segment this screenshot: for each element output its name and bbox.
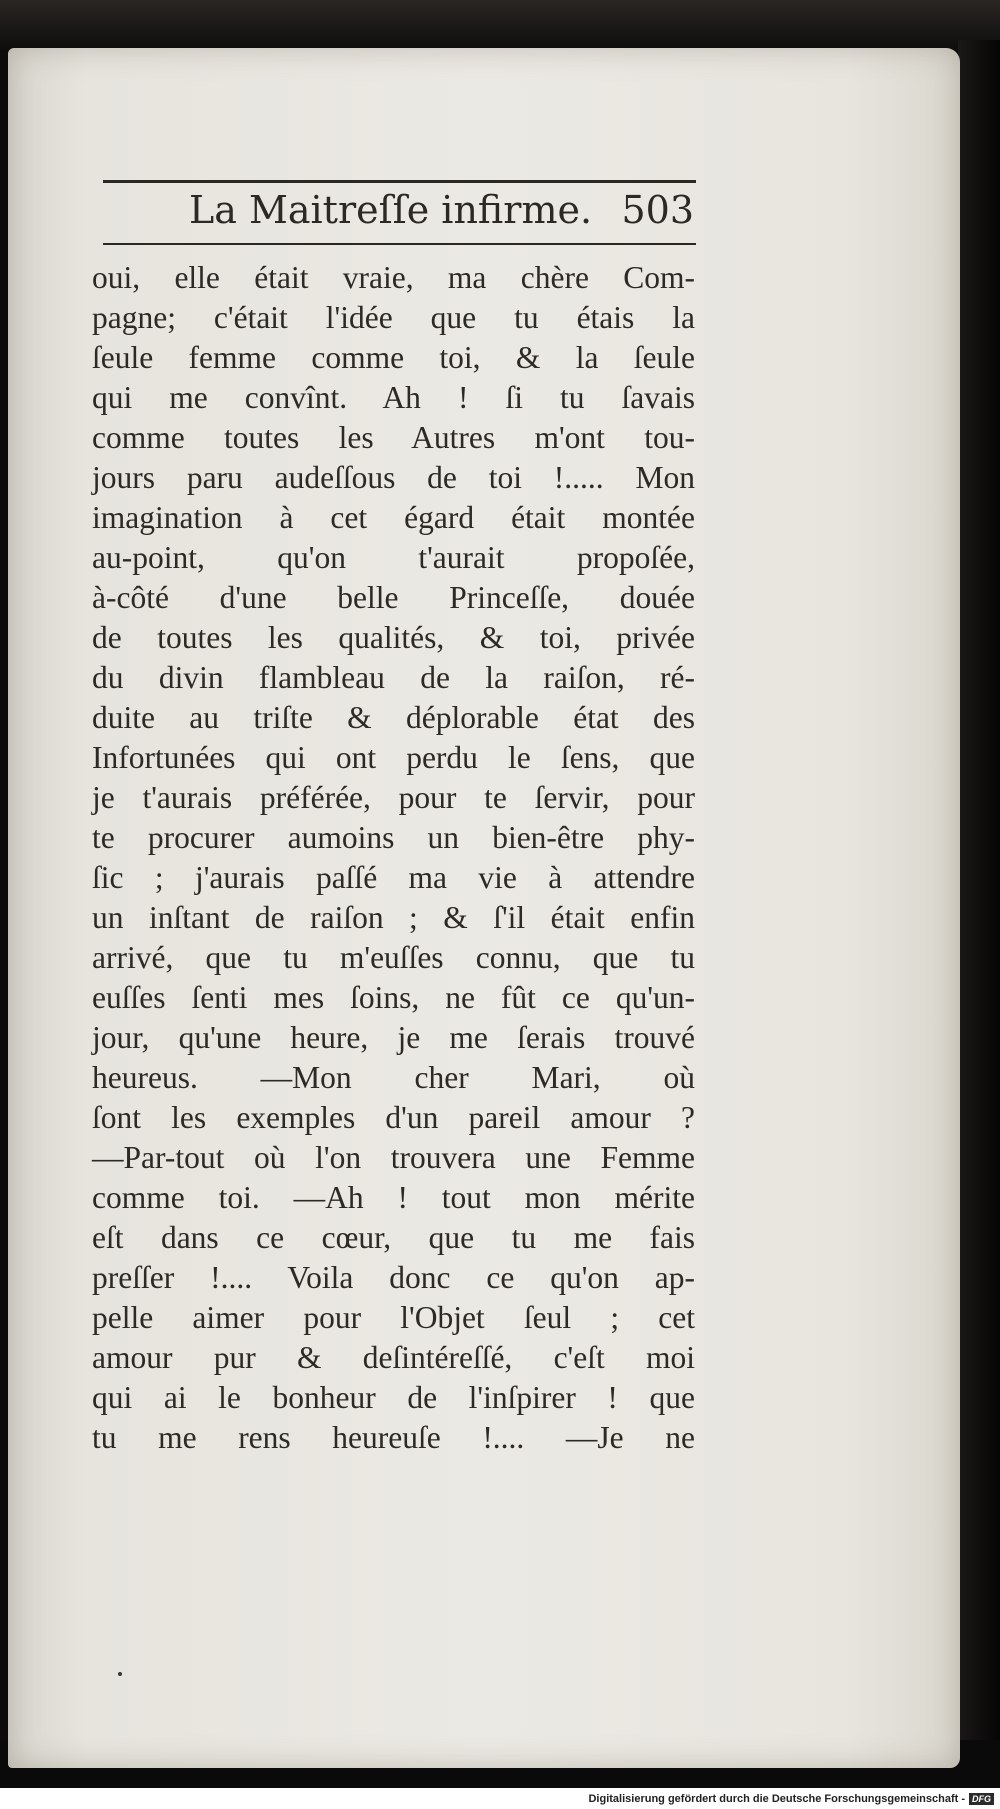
text-line: imagination à cet égard était montée: [92, 500, 695, 535]
page-number: 503: [621, 188, 694, 232]
text-line: à-côté d'une belle Princeſſe, douée: [92, 580, 695, 615]
text-line: ſic ; j'aurais paſſé ma vie à attendre: [92, 860, 695, 895]
text-line: —Par-tout où l'on trouvera une Femme: [92, 1140, 695, 1175]
scan-top-edge: [0, 0, 1000, 50]
text-line: comme toutes les Autres m'ont tou-: [92, 420, 695, 455]
text-line: qui me convînt. Ah ! ſi tu ſavais: [92, 380, 695, 415]
ink-speck: [118, 1672, 122, 1676]
text-line: Infortunées qui ont perdu le ſens, que: [92, 740, 695, 775]
text-line: ſont les exemples d'un pareil amour ?: [92, 1100, 695, 1135]
text-line: preſſer !.... Voila donc ce qu'on ap-: [92, 1260, 695, 1295]
text-line: pelle aimer pour l'Objet ſeul ; cet: [92, 1300, 695, 1335]
text-line: pagne; c'était l'idée que tu étais la: [92, 300, 695, 335]
text-line: je t'aurais préférée, pour te ſervir, pour: [92, 780, 695, 815]
running-head: [103, 186, 696, 242]
text-line: ſeule femme comme toi, & la ſeule: [92, 340, 695, 375]
text-line: heureus. —Mon cher Mari, où: [92, 1060, 695, 1095]
text-line: au-point, qu'on t'aurait propoſée,: [92, 540, 695, 575]
text-line: comme toi. —Ah ! tout mon mérite: [92, 1180, 695, 1215]
text-line: euſſes ſenti mes ſoins, ne fût ce qu'un-: [92, 980, 695, 1015]
text-line: oui, elle était vraie, ma chère Com-: [92, 260, 695, 295]
text-line: jour, qu'une heure, je me ſerais trouvé: [92, 1020, 695, 1055]
text-line: amour pur & deſintéreſſé, c'eſt moi: [92, 1340, 695, 1375]
header-rule-bottom: [103, 243, 696, 245]
text-line: arrivé, que tu m'euſſes connu, que tu: [92, 940, 695, 975]
running-head-title: La Maitreſſe infirme.: [189, 188, 593, 232]
text-line: un inſtant de raiſon ; & ſ'il était enfin: [92, 900, 695, 935]
scan-right-edge: [958, 40, 1000, 1770]
header-rule-top: [103, 180, 696, 183]
text-line: du divin flambleau de la raiſon, ré-: [92, 660, 695, 695]
text-line: qui ai le bonheur de l'inſpirer ! que: [92, 1380, 695, 1415]
text-line: tu me rens heureuſe !.... —Je ne: [92, 1420, 695, 1455]
text-line: eſt dans ce cœur, que tu me fais: [92, 1220, 695, 1255]
text-line: jours paru audeſſous de toi !..... Mon: [92, 460, 695, 495]
text-line: te procurer aumoins un bien-être phy-: [92, 820, 695, 855]
body-text: [92, 258, 695, 1458]
digitization-footer: [0, 1788, 1000, 1809]
text-line: de toutes les qualités, & toi, privée: [92, 620, 695, 655]
dfg-logo: DFG: [969, 1793, 994, 1805]
text-line: duite au triſte & déplorable état des: [92, 700, 695, 735]
footer-credit: Digitalisierung gefördert durch die Deutsche Forschungsgemeinschaft -: [588, 1792, 965, 1805]
